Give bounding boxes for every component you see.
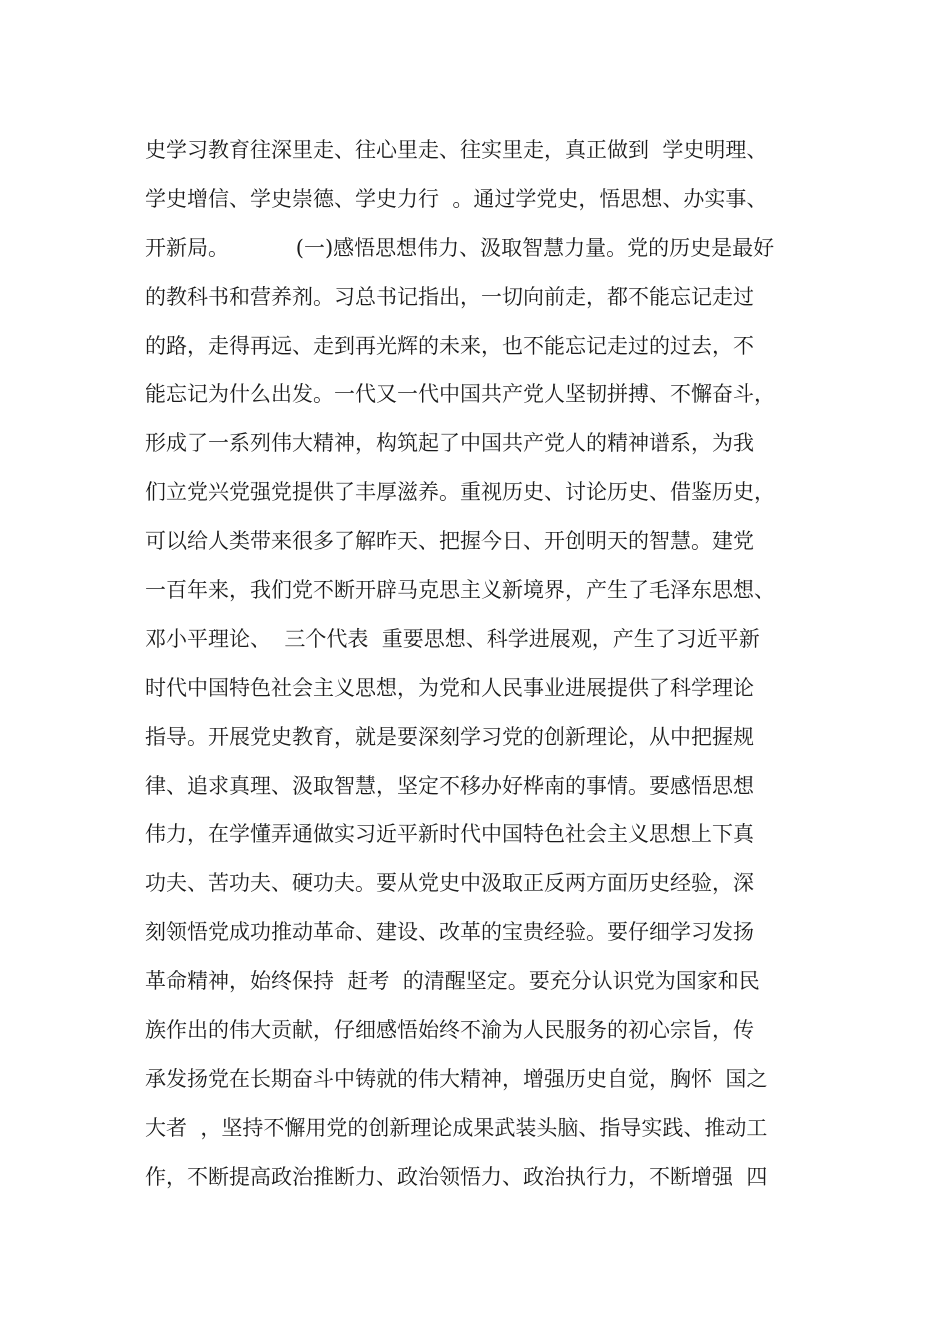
text-line: 革命精神，始终保持 赶考 的清醒坚定。要充分认识党为国家和民 (145, 969, 760, 994)
text-line: 史学习教育往深里走、往心里走、往实里走，真正做到 学史明理、 (145, 138, 768, 162)
text-line: 开新局。 (一)感悟思想伟力、汲取智慧力量。党的历史是最好 (145, 235, 775, 260)
text-line: 的教科书和营养剂。习总书记指出，一切向前走，都不能忘记走过 (145, 284, 754, 309)
text-line: 大者 ，坚持不懈用党的创新理论成果武装头脑、指导实践、推动工 (145, 1115, 768, 1140)
text-line: 伟力，在学懂弄通做实习近平新时代中国特色社会主义思想上下真 (145, 822, 754, 847)
text-line: 作，不断提高政治推断力、政治领悟力、政治执行力，不断增强 四 (145, 1164, 768, 1189)
text-line: 的路，走得再远、走到再光辉的未来，也不能忘记走过的过去，不 (145, 333, 754, 358)
text-line: 功夫、苦功夫、硬功夫。要从党史中汲取正反两方面历史经验，深 (145, 871, 754, 896)
text-line: 承发扬党在长期奋斗中铸就的伟大精神，增强历史自觉，胸怀 国之 (145, 1066, 768, 1091)
text-line: 邓小平理论、 三个代表 重要思想、科学进展观，产生了习近平新 (145, 626, 760, 651)
text-line: 能忘记为什么出发。一代又一代中国共产党人坚韧拼搏、不懈奋斗， (145, 382, 775, 407)
text-line: 形成了一系列伟大精神，构筑起了中国共产党人的精神谱系，为我 (145, 431, 754, 456)
text-line: 指导。开展党史教育，就是要深刻学习党的创新理论，从中把握规 (145, 724, 754, 749)
text-line: 族作出的伟大贡献，仔细感悟始终不渝为人民服务的初心宗旨，传 (145, 1018, 754, 1043)
text-line: 刻领悟党成功推动革命、建设、改革的宝贵经验。要仔细学习发扬 (145, 920, 754, 945)
text-line: 律、追求真理、汲取智慧，坚定不移办好桦南的事情。要感悟思想 (145, 773, 754, 798)
text-line: 时代中国特色社会主义思想，为党和人民事业进展提供了科学理论 (145, 675, 754, 700)
body-text (145, 126, 825, 1202)
text-line: 们立党兴党强党提供了丰厚滋养。重视历史、讨论历史、借鉴历史， (145, 480, 775, 505)
text-line: 一百年来，我们党不断开辟马克思主义新境界，产生了毛泽东思想、 (145, 578, 775, 603)
text-line: 学史增信、学史崇德、学史力行 。通过学党史，悟思想、办实事、 (145, 186, 768, 211)
text-line: 可以给人类带来很多了解昨天、把握今日、开创明天的智慧。建党 (145, 529, 754, 554)
